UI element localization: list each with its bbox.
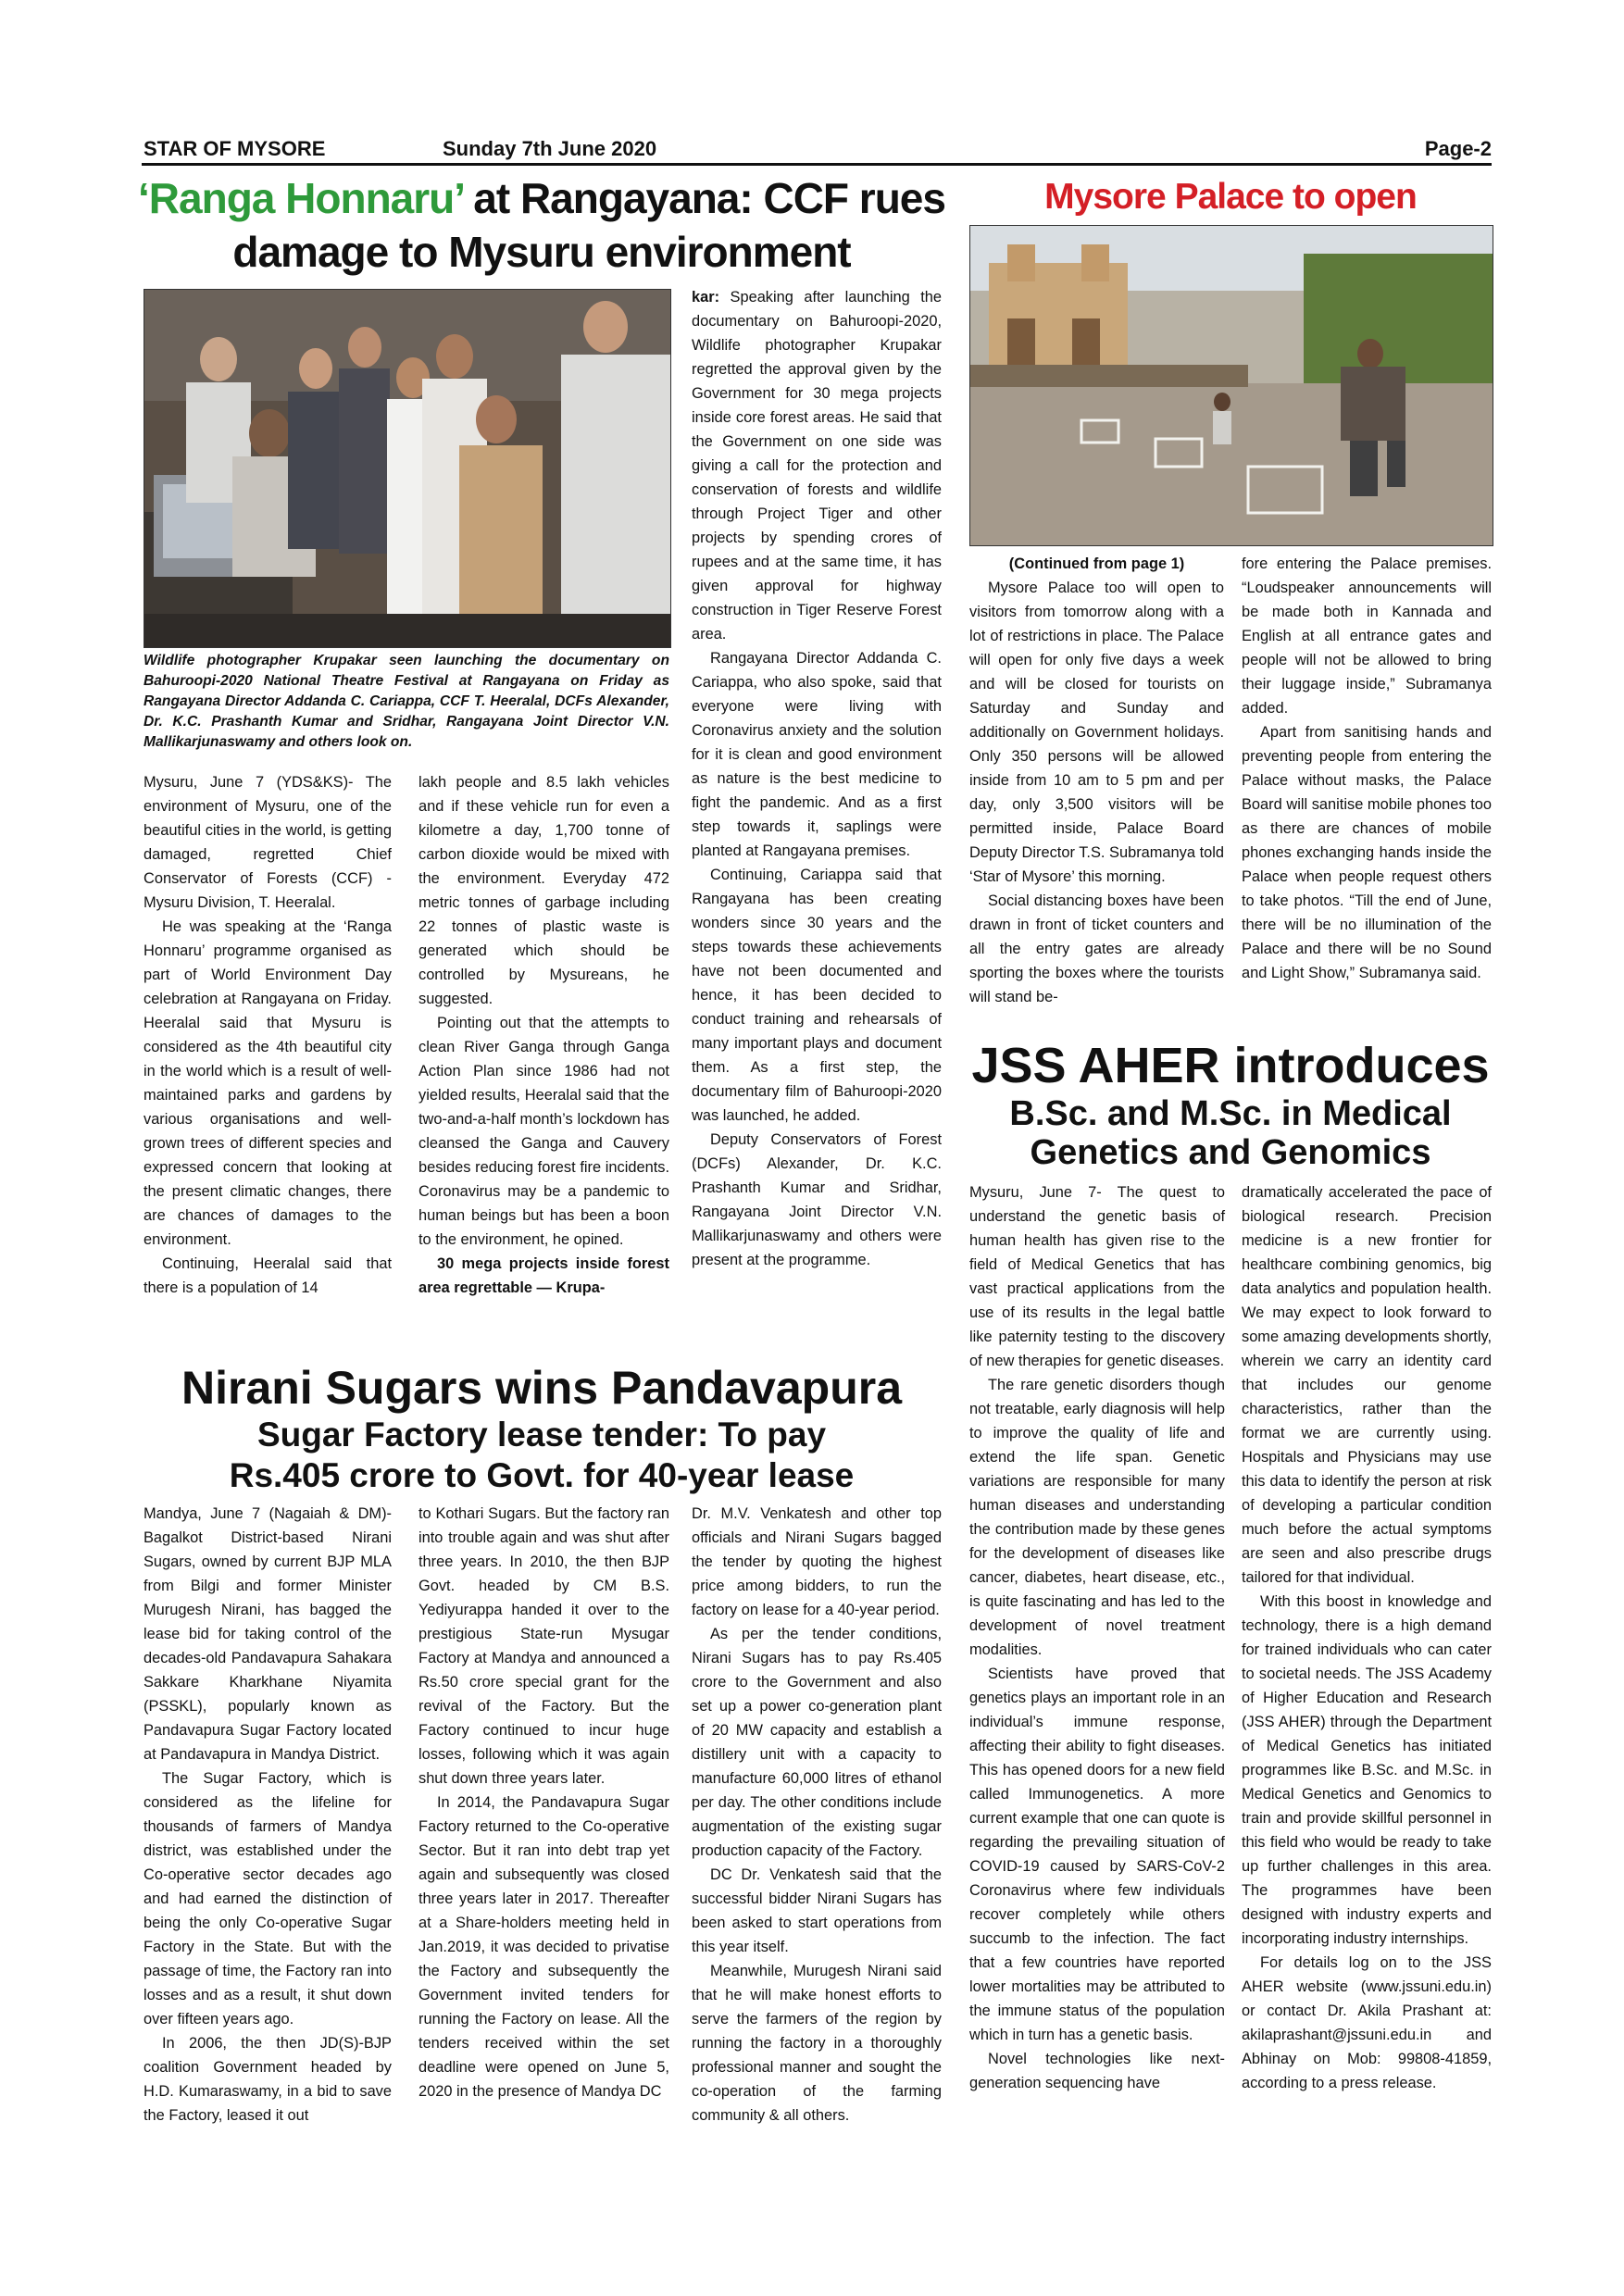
story2-photo xyxy=(969,225,1493,546)
story4-headline3: Genetics and Genomics xyxy=(1030,1133,1431,1172)
story2-col1-p1: Mysore Palace too will open to visitors from tomorrow along with a lot of restrictions in place. The Palace will open for only five days a week and will be closed for tourists on Saturday and Sunday and additionally on Government holidays. Only 350 persons will be allowed inside from 10 am to 5 pm and per day, only 3,500 visitors will be permitted inside, Palace Board Deputy Director T.S. Subramanya told ‘Star of Mysore’ this morning. xyxy=(969,580,1224,885)
issue-date: Sunday 7th June 2020 xyxy=(443,137,657,160)
story1-subhead-cont: kar: xyxy=(692,289,720,306)
story3-col2-p1: to Kothari Sugars. But the factory ran into trouble again and was shut after three years. In 2010, the then BJP Govt. headed by CM B.S. Yediyurappa handed it over to the prestigious State-run Mysugar Factory at Mandya and announced a Rs.50 crore special grant for the revival of the Factory. But the Factory continued to incur huge losses, following which it was again shut down three years later. xyxy=(418,1505,669,1787)
story3-col3-p4: Meanwhile, Murugesh Nirani said that he will make honest efforts to serve the farmers of the region by running the factory in a thoroughly professional manner and sought the co-operation of the farming community & all others. xyxy=(692,1963,942,2124)
story2-col1-p2: Social distancing boxes have been drawn in front of ticket counters and all the entry gates are already sporting the boxes where the tourists will stand be- xyxy=(969,892,1224,1005)
launch-photo-image xyxy=(144,290,670,647)
story1-col2-p2: Pointing out that the attempts to clean River Ganga through Ganga Action Plan since 1986 had not yielded results, Heeralal said that the two-and-a-half month’s lockdown has cleansed the Ganga and Cauvery besides reducing forest fire incidents. Coronavirus may be a pandemic to human beings but has been a boon to the environment, he opined. xyxy=(418,1015,669,1248)
story3-col3 xyxy=(692,1502,942,2128)
story3-headline2: Sugar Factory lease tender: To pay xyxy=(256,1416,827,1454)
paper-name: STAR OF MYSORE xyxy=(144,137,326,160)
masthead-rule xyxy=(142,163,1492,166)
story1-col2 xyxy=(418,770,669,1300)
story3-col2 xyxy=(418,1502,669,2103)
story3-headline1: Nirani Sugars wins Pandavapura xyxy=(181,1362,903,1414)
story1-photo xyxy=(144,289,671,648)
story4-col2-p2: With this boost in knowledge and technology, there is a high demand for trained individuals who can cater to societal needs. The JSS Academy of Higher Education and Research (JSS AHER) through the Department of Medical Genetics has initiated programmes like B.Sc. and M.Sc. in Medical Genetics and Genomics to train and provide skillful personnel in this field who would be ready to take up further challenges in this area. The programmes have been designed with industry experts and incorporating industry internships. xyxy=(1242,1593,1492,1947)
story1-col3 xyxy=(692,285,942,1272)
story4-col1-p1: Mysuru, June 7- The quest to understand the genetic basis of human health has given rise to the field of Medical Genetics that has vast practical applications from the use of its results in the legal battle like paternity testing to the discovery of new therapies for genetic diseases. xyxy=(969,1184,1225,1369)
story3-col3-p2: As per the tender conditions, Nirani Sugars has to pay Rs.405 crore to the Government and also set up a power co-generation plant of 20 MW capacity and establish a distillery unit with a capacity to manufacture 60,000 litres of ethanol per day. The other conditions include augmentation of the existing sugar production capacity of the Factory. xyxy=(692,1626,942,1859)
story3-col1-p3: In 2006, the then JD(S)-BJP coalition Government headed by H.D. Kumaraswamy, in a bid to save the Factory, leased it out xyxy=(144,2035,392,2124)
story4-col1 xyxy=(969,1180,1225,2095)
story1-col1 xyxy=(144,770,392,1300)
story4-headline1: JSS AHER introduces xyxy=(971,1038,1490,1093)
story1-col3-p1: Speaking after launching the documentary on Bahuroopi-2020, Wildlife photographer Krupakar regretted the approval given by the Government for 30 mega projects inside core forest areas. He said that the Government on one side was giving a call for the protection and conservation of forests and wildlife through Project Tiger and other projects by spending crores of rupees and at the same time, it has given approval for highway construction in Tiger Reserve Forest area. xyxy=(692,289,942,643)
story1-col1-p3: Continuing, Heeralal said that there is a population of 14 xyxy=(144,1255,392,1296)
story2-headline: Mysore Palace to open xyxy=(1044,177,1417,217)
story2-col2 xyxy=(1242,552,1492,985)
story1-col3-p3: Continuing, Cariappa said that Rangayana has been creating wonders since 30 years and the steps towards these achievements have not been documented and hence, it has been decided to conduct training and rehearsals of many important plays and document them. As a first step, the documentary film of Bahuroopi-2020 was launched, he added. xyxy=(692,867,942,1124)
story2-col2-p2: Apart from sanitising hands and preventing people from entering the Palace without masks, the Palace Board will sanitise mobile phones too as there are chances of mobile phones exchanging hands inside the Palace when people request others to take photos. “Till the end of June, there will be no illumination of the Palace and there will be no Sound and Light Show,” Subramanya said. xyxy=(1242,724,1492,981)
story2-col2-p1: fore entering the Palace premises. “Loudspeaker announcements will be made both in Kannada and English at all entrance gates and people will not be allowed to bring their luggage inside,” Subramanya added. xyxy=(1242,555,1492,717)
story3-col3-p3: DC Dr. Venkatesh said that the successful bidder Nirani Sugars has been asked to start operations from this year itself. xyxy=(692,1866,942,1955)
story1-caption: Wildlife photographer Krupakar seen launching the documentary on Bahuroopi-2020 National Theatre Festival at Rangayana on Friday as Rangayana Director Addanda C. Cariappa, CCF T. Heeralal, DCFs Alexander, Dr. K.C. Prashanth Kumar and Sridhar, Rangayana Joint Director V.N. Mallikarjunaswamy and others look on. xyxy=(144,653,669,750)
story4-col1-p4: Novel technologies like next-generation sequencing have xyxy=(969,2051,1225,2091)
story1-col1-p2: He was speaking at the ‘Ranga Honnaru’ programme organised as part of World Environment Day celebration at Rangayana on Friday. Heeralal said that Mysuru is considered as the 4th beautiful city in the world which is a result of well-maintained parks and gardens by various organisations and well-grown trees of different species and expressed concern that looking at the present climatic changes, there are chances of damages to the environment. xyxy=(144,918,392,1248)
page-number: Page-2 xyxy=(1424,137,1492,160)
story4-col2-p1: dramatically accelerated the pace of biological research. Precision medicine is a new frontier for healthcare combining genomics, big data analytics and population health. We may expect to look forward to some amazing developments shortly, wherein we carry an identity card that includes our genome characteristics, rather than the format we are currently using. Hospitals and Physicians may use this data to identify the person at risk of developing a particular condition much before the actual symptoms are seen and also prescribe drugs tailored for that individual. xyxy=(1242,1184,1492,1586)
story3-col2-p2: In 2014, the Pandavapura Sugar Factory returned to the Co-operative Sector. But it ran into debt trap yet again and subsequently was closed three years later in 2017. Thereafter at a Share-holders meeting held in Jan.2019, it was decided to privatise the Factory and subsequently the Government invited tenders for running the Factory on lease. All the tenders received within the set deadline were opened on June 5, 2020 in the presence of Mandya DC xyxy=(418,1794,669,2100)
continued-note: (Continued from page 1) xyxy=(1008,555,1185,572)
story4-col2-p3: For details log on to the JSS AHER website (www.jssuni.edu.in) or contact Dr. Akila Prashant at: akilaprashant@jssuni.edu.in and Abhinay on Mob: 99808-41859, according to a press release. xyxy=(1242,1954,1492,2091)
story1-col3-p4: Deputy Conservators of Forest (DCFs) Alexander, Dr. K.C. Prashanth Kumar and Sridhar, Rangayana Joint Director V.N. Mallikarjunaswamy and others were present at the programme. xyxy=(692,1131,942,1268)
story1-col1-p1: Mysuru, June 7 (YDS&KS)- The environment of Mysuru, one of the beautiful cities in the world, is getting damaged, regretted Chief Conservator of Forests (CCF) - Mysuru Division, T. Heeralal. xyxy=(144,774,392,911)
story3-headline3: Rs.405 crore to Govt. for 40-year lease xyxy=(229,1456,855,1494)
story1-headline-line2: damage to Mysuru environment xyxy=(232,228,851,276)
story1-col3-p2: Rangayana Director Addanda C. Cariappa, who also spoke, said that everyone were living with Coronavirus anxiety and the solution for it is clean and good environment as nature is the best medicine to fight the pandemic. And as a first step towards it, saplings were planted at Rangayana premises. xyxy=(692,650,942,859)
story4-headline2: B.Sc. and M.Sc. in Medical xyxy=(1009,1094,1452,1133)
story1-subhead: 30 mega projects inside forest area regrettable — Krupa- xyxy=(418,1255,669,1296)
story3-col1 xyxy=(144,1502,392,2128)
story3-col1-p1: Mandya, June 7 (Nagaiah & DM)- Bagalkot District-based Nirani Sugars, owned by current BJP MLA from Bilgi and former Minister Murugesh Nirani, has bagged the lease bid for taking control of the decades-old Pandavapura Sahakara Sakkare Kharkhane Niyamita (PSSKL), popularly known as Pandavapura Sugar Factory located at Pandavapura in Mandya District. xyxy=(144,1505,392,1763)
story1-headline xyxy=(130,172,954,224)
story1-headline-rest: at Rangayana: CCF rues xyxy=(473,174,945,222)
story4-col1-p3: Scientists have proved that genetics plays an important role in an individual’s immune response, affecting their ability to fight diseases. This has opened doors for a new field called Immunogenetics. A more current example that one can quote is regarding the prevailing situation of COVID-19 caused by SARS-CoV-2 Coronavirus where few individuals recover completely while others succumb to the infection. The fact that a few countries have reported lower mortalities may be attributed to the immune status of the population which in turn has a genetic basis. xyxy=(969,1666,1225,2043)
story1-col2-p1: lakh people and 8.5 lakh vehicles and if these vehicle run for even a kilometre a day, 1,700 tonne of carbon dioxide would be mixed with the environment. Everyday 472 metric tonnes of garbage including 22 tonnes of plastic waste is generated which should be controlled by Mysureans, he suggested. xyxy=(418,774,669,1007)
palace-photo-image xyxy=(970,226,1493,545)
story3-col3-p1: Dr. M.V. Venkatesh and other top officials and Nirani Sugars bagged the tender by quoting the highest price among bidders, to run the factory on lease for a 40-year period. xyxy=(692,1505,942,1618)
story1-headline-green: ‘Ranga Honnaru’ xyxy=(138,174,463,222)
story4-col2 xyxy=(1242,1180,1492,2095)
story4-col1-p2: The rare genetic disorders though not treatable, early diagnosis will help to improve the quality of life and extend the life span. Genetic variations are responsible for many human diseases and understanding the contribution made by these genes for the development of diseases like cancer, diabetes, heart disease, etc., is quite fascinating and has led to the development of novel treatment modalities. xyxy=(969,1377,1225,1658)
story3-col1-p2: The Sugar Factory, which is considered as the lifeline for thousands of farmers of Mandya district, was established under the Co-operative sector decades ago and had earned the distinction of being the only Co-operative Sugar Factory in the State. But with the passage of time, the Factory ran into losses and as a result, it shut down over fifteen years ago. xyxy=(144,1770,392,2028)
story2-col1 xyxy=(969,552,1224,1009)
